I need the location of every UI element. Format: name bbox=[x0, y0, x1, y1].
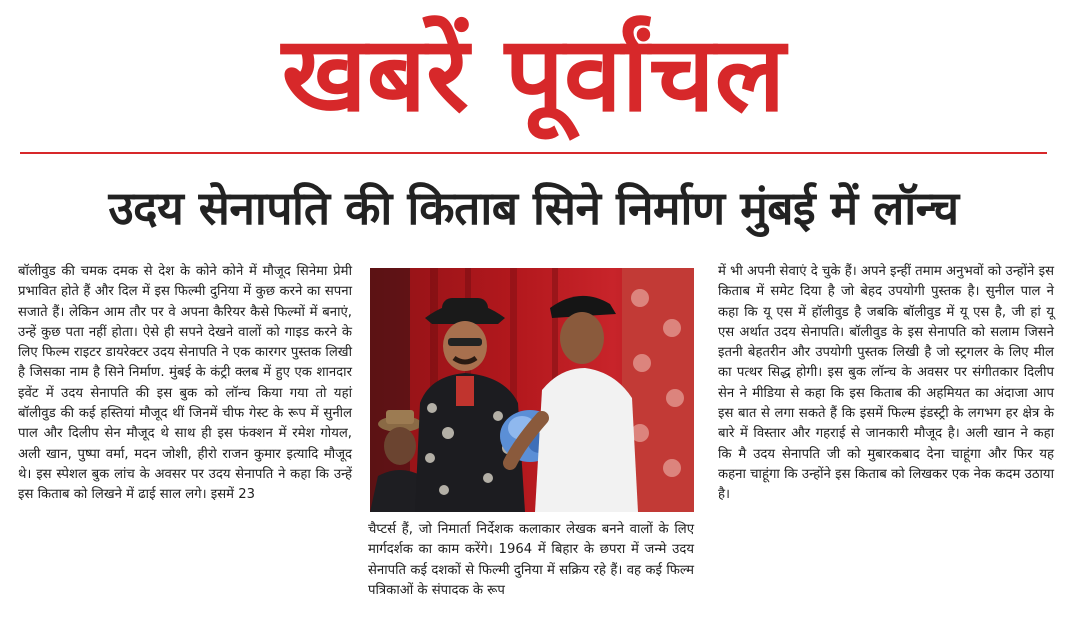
article-column-left: बॉलीवुड की चमक दमक से देश के कोने कोने में मौजूद सिनेमा प्रेमी प्रभावित होते हैं और दिल में इस फिल्मी दुनिया में कुछ करने का सपना सजाते हैं। लेकिन आम तौर पर वे अपना कैरियर कैसे फिल्मों में बनाएं, उन्हें कुछ पता नहीं होता। ऐसे ही सपने देखने वालों को गाइड करने के लिए फिल्म राइटर डायरेक्टर उदय सेनापति ने एक कारगर पुस्तक लिखी है जिसका नाम है सिने निर्माण. मुंबई के कंट्री क्लब में हुए एक शानदार इवेंट में उदय सेनापति की इस बुक को लॉन्च किया गया तो यहां बॉलीवुड की कई हस्तियां मौजूद थीं जिनमें चीफ गेस्ट के रूप में सुनील पाल और दिलीप सेन मौजूद थे साथ ही इस फंक्शन में रमेश गोयल, अली खान, पुष्पा वर्मा, मदन जोशी, हीरो राजन कुमार इत्यादि मौजूद थे। इस स्पेशल बुक लांच के अवसर पर उदय सेनापति ने कहा कि उन्हें इस किताब को लिखने में ढाई साल लगे। इसमें 23 bbox=[18, 264, 352, 503]
event-photo bbox=[370, 268, 694, 512]
article-column-middle: चैप्टर्स हैं, जो निमार्ता निर्देशक कलाकार लेखक बनने वालों के लिए मार्गदर्शक का काम करेंगे। 1964 में बिहार के छपरा में जन्मे उदय सेनापति कई दशकों से फिल्मी दुनिया में सक्रिय रहे हैं। वह कई फिल्म पत्रिकाओं के संपादक के रूप bbox=[368, 522, 694, 598]
article-column-right: में भी अपनी सेवाएं दे चुके हैं। अपने इन्हीं तमाम अनुभवों को उन्होंने इस किताब में समेट दिया है जो बेहद उपयोगी पुस्तक है। सुनील पाल ने कहा कि यू एस में हॉलीवुड है जबकि बॉलीवुड में यू एस है, जी हां यू एस अर्थात उदय सेनापति। बॉलीवुड के इस सेनापति को सलाम जिसने इतनी बेहतरीन और उपयोगी पुस्तक लिखी है जो स्ट्रगलर के लिए मील का पत्थर सिद्ध होगी। इस बुक लॉन्च के अवसर पर संगीतकार दिलीप सेन ने मीडिया से कहा कि इस किताब की अहमियत का अंदाजा आप इस बात से लगा सकते हैं कि इसमें फिल्म इंडस्ट्री के लगभग हर क्षेत्र के बारे में विस्तार और गहराई से जानकारी मौजूद है। अली खान ने कहा कि मै उदय सेनापति जी को मुबारकबाद देना चाहूंगा और फिर यह कहना चाहूंगा कि उन्होंने इस किताब को लिखकर एक नेक कदम उठाया है। bbox=[718, 264, 1054, 503]
article-headline: उदय सेनापति की किताब सिने निर्माण मुंबई में लॉन्च bbox=[108, 181, 959, 235]
masthead-title: खबरें पूर्वांचल bbox=[281, 13, 786, 135]
event-photo-illustration bbox=[370, 268, 694, 512]
masthead bbox=[0, 4, 1067, 144]
masthead-divider bbox=[20, 152, 1047, 154]
